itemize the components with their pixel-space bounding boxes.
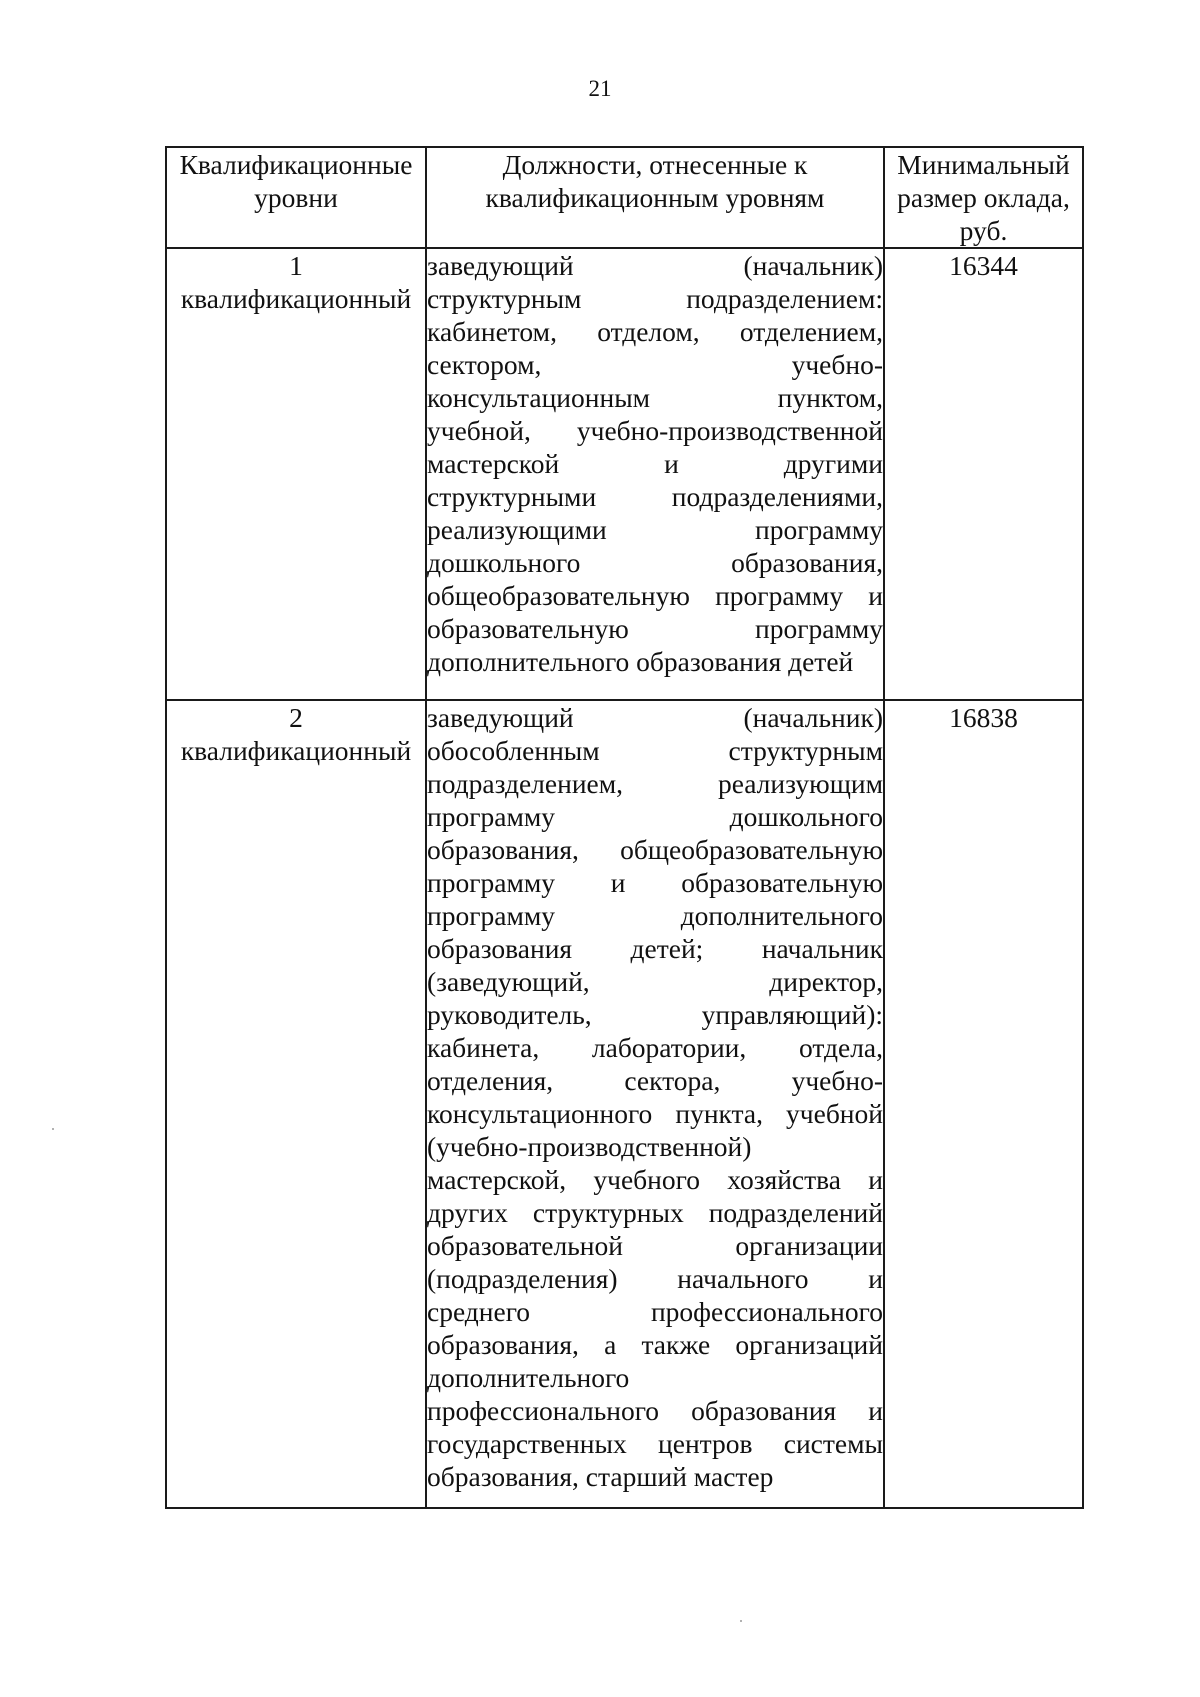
positions-text-line: дошкольного образования, <box>427 547 883 578</box>
positions-text-line: образовательной организации <box>427 1230 883 1261</box>
positions-text-line: отделения, сектора, учебно- <box>427 1065 883 1096</box>
positions-text-line: государственных центров системы <box>427 1428 883 1459</box>
page-number: 21 <box>588 76 612 101</box>
positions-text-line: подразделением, реализующим <box>427 768 883 799</box>
header-qualification-levels: Квалификационные уровни <box>166 147 426 248</box>
positions-text-line: мастерской, учебного хозяйства и <box>427 1164 883 1195</box>
positions-text-line: дополнительного образования детей <box>427 646 854 677</box>
header-positions: Должности, отнесенные к квалификационным уровням <box>426 147 884 248</box>
table-row <box>166 700 1083 1508</box>
positions-text-line: кабинетом, отделом, отделением, <box>427 316 883 347</box>
positions-text-line: общеобразовательную программу и <box>427 580 883 611</box>
positions-text-line: мастерской и другими <box>427 448 883 479</box>
positions-text-line: дополнительного <box>427 1362 630 1393</box>
positions-text-line: программу и образовательную <box>427 867 883 898</box>
scan-speck <box>740 1620 742 1622</box>
positions-text-line: заведующий (начальник) <box>427 250 883 281</box>
positions-text-line: обособленным структурным <box>427 735 883 766</box>
positions-text-line: консультационным пунктом, <box>427 382 883 413</box>
positions-text-line: образования детей; начальник <box>427 933 883 964</box>
positions-text-line: профессионального образования и <box>427 1395 883 1426</box>
level-label: квалификационный <box>180 735 412 766</box>
positions-text-line: заведующий (начальник) <box>427 702 883 733</box>
header-min-salary: Минимальный размер оклада, руб. <box>884 147 1083 248</box>
positions-text-line: реализующими программу <box>427 514 883 545</box>
positions-text-line: (учебно-производственной) <box>427 1131 752 1162</box>
positions-text-line: программу дополнительного <box>427 900 883 931</box>
positions-text-line: консультационного пункта, учебной <box>427 1098 883 1129</box>
positions-text-line: образования, общеобразовательную <box>427 834 883 865</box>
positions-text-line: руководитель, управляющий): <box>427 999 883 1030</box>
positions-text-line: программу дошкольного <box>427 801 883 832</box>
qualification-level-cell <box>166 700 426 1508</box>
min-salary-cell: 16838 <box>884 700 1083 1508</box>
positions-text-line: образования, старший мастер <box>427 1461 774 1492</box>
qualification-level-cell <box>166 248 426 700</box>
qualification-levels-table <box>165 146 1084 1509</box>
scan-speck <box>52 1128 54 1130</box>
positions-text-line: (подразделения) начального и <box>427 1263 883 1294</box>
positions-text-line: сектором, учебно- <box>427 349 883 380</box>
positions-text-line: структурными подразделениями, <box>427 481 883 512</box>
positions-text-line: (заведующий, директор, <box>427 966 883 997</box>
min-salary-cell: 16344 <box>884 248 1083 700</box>
positions-text-line: других структурных подразделений <box>427 1197 883 1228</box>
positions-text-line: образовательную программу <box>427 613 883 644</box>
positions-text-line: образования, а также организаций <box>427 1329 883 1360</box>
positions-text-line: среднего профессионального <box>427 1296 883 1327</box>
positions-text-line: учебной, учебно-производственной <box>427 415 883 446</box>
positions-text-line: структурным подразделением: <box>427 283 883 314</box>
level-label: квалификационный <box>180 283 412 314</box>
table-header-row <box>166 147 1083 248</box>
level-number: 2 <box>289 702 303 733</box>
positions-cell <box>426 700 884 1508</box>
positions-cell <box>426 248 884 700</box>
table-row <box>166 248 1083 700</box>
level-number: 1 <box>289 250 303 281</box>
positions-text-line: кабинета, лаборатории, отдела, <box>427 1032 883 1063</box>
